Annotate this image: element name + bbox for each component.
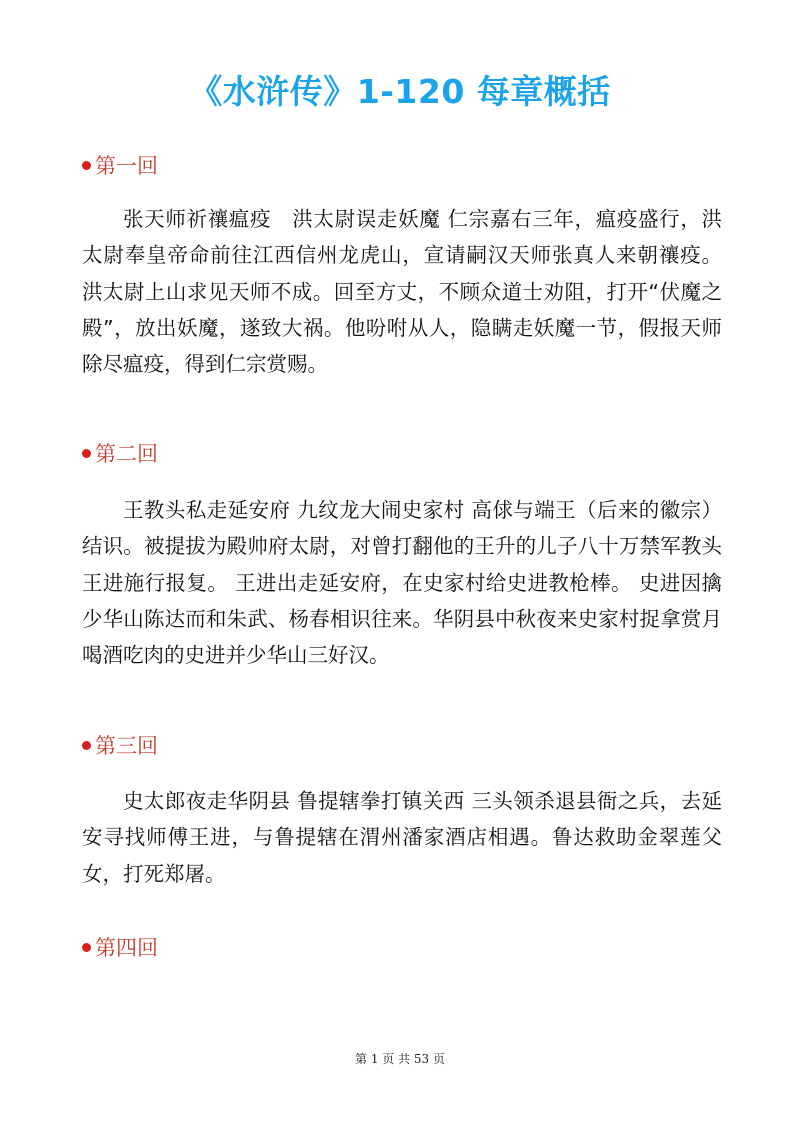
bullet-icon: [82, 741, 91, 750]
chapter-heading-3: [82, 730, 158, 760]
document-title: 《水浒传》1-120 每章概括: [189, 72, 611, 111]
bullet-icon: [82, 449, 91, 458]
chapter-heading-label: 第三回: [95, 734, 158, 758]
chapter-heading-4: [82, 932, 158, 962]
chapter-body-3: 史太郎夜走华阴县 鲁提辖拳打镇关西 三头领杀退县衙之兵，去延安寻找师傅王进，与鲁提辖在渭州潘家酒店相遇。鲁达救助金翠莲父女，打死郑屠。: [82, 789, 722, 886]
chapter-body-1: 张天师祈禳瘟疫 洪太尉误走妖魔 仁宗嘉右三年，瘟疫盛行，洪太尉奉皇帝命前往江西信州龙虎山，宣请嗣汉天师张真人来朝禳疫。 洪太尉上山求见天师不成。回至方丈，不顾众道士劝阻，打开“伏魔之殿”，放出妖魔，遂致大祸。他吩咐从人，隐瞒走妖魔一节，假报天师除尽瘟疫，得到仁宗赏赐。: [82, 207, 722, 377]
bullet-icon: [82, 161, 91, 170]
chapter-heading-2: [82, 438, 158, 468]
chapter-heading-label: 第四回: [95, 936, 158, 960]
chapter-heading-label: 第一回: [95, 154, 158, 178]
bullet-icon: [82, 943, 91, 952]
page-footer: 第 1 页 共 53 页: [355, 1052, 445, 1066]
chapter-heading-label: 第二回: [95, 442, 158, 466]
chapter-body-2: 王教头私走延安府 九纹龙大闹史家村 高俅与端王（后来的徽宗）结识。被提拔为殿帅府太尉，对曾打翻他的王升的儿子八十万禁军教头王进施行报复。 王进出走延安府，在史家村给史进教枪棒。 史进因擒少华山陈达而和朱武、杨春相识往来。华阴县中秋夜来史家村捉拿赏月喝酒吃肉的史进并少华山三好汉。: [82, 498, 722, 668]
chapter-heading-1: [82, 150, 158, 180]
